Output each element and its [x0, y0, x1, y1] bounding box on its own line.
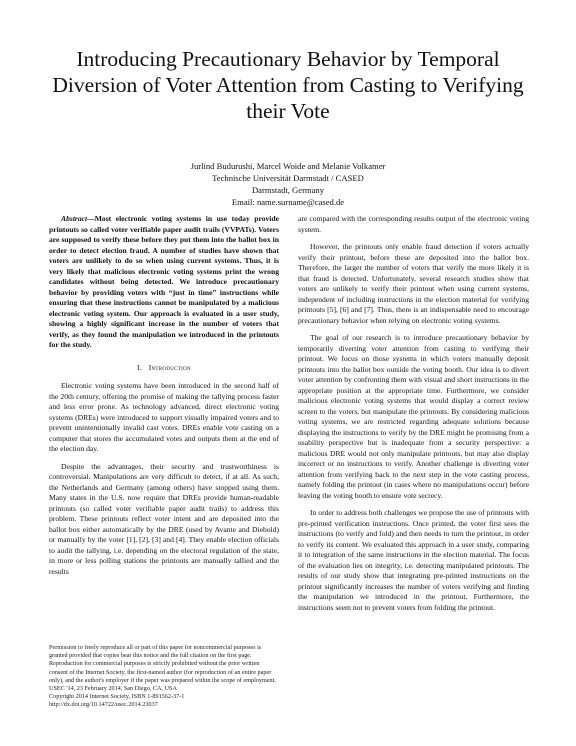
left-column	[49, 214, 279, 584]
section-heading	[49, 363, 279, 374]
author-block	[100, 160, 476, 208]
location: Darmstadt, Germany	[251, 185, 325, 195]
footnote-venue: USEC '14, 23 February 2014, San Diego, CA, USA	[49, 685, 177, 693]
affiliation: Technische Universität Darmstadt / CASED	[212, 173, 364, 183]
paragraph: Despite the advantages, their security and trustworthiness is controversial. Manipulations are very difficult to detect, if at all. As such, the Netherlands and Germany (among others) have stopped using them. Many states in the U.S. now require that DREs provide human-readable printouts (so called voter verifiable paper audit trails) to address this problem. These printouts reflect voter intent and are deposited into the ballot box either automatically by the DRE (used by Avante and Diebold) or manually by the voter [1], [2], [3] and [4]. They enable election officials to audit the tallying, i.e. depending on the electoral regulation of the state, in more or less polling stations the printouts are manually tallied and the results	[49, 461, 279, 576]
email: Email: name.surname@cased.de	[231, 197, 345, 207]
copyright-footnote	[49, 644, 279, 710]
footnote-permission: Permission to freely reproduce all or part of this paper for noncommercial purposes is granted provided that copies bear this notice and the full citation on the first page. Reproduction for commercial purposes is strictly prohibited without the prior written consent of the Internet Society, the first-named author (for reproduction of an entire paper only), and the author's employer if the paper was prepared within the scope of employment.	[49, 644, 276, 684]
abstract-text: —Most electronic voting systems in use today provide printouts so called voter verifiable paper audit trails (VVPATs). Voters are supposed to verify these before they put them into the ballot box in order to detect election fraud. A number of studies have shown that voters are unlikely to do so when using current systems. Thus, it is very likely that malicious electronic voting systems print the wrong candidates without being detected. We introduce precautionary behavior by providing voters with “just in time” instructions while ensuring that these instructions cannot be manipulated by a malicious electronic voting system. Our approach is evaluated in a user study, showing a highly significant increase in the number of voters that verify, as they found the manipulation we introduced in the printouts for the study.	[49, 214, 279, 349]
paragraph: The goal of our research is to introduce precautionary behavior by temporarily diverting voter attention from casting to verifying their printout. We focus on those systems in which voters manually deposit printouts into the ballot box outside the voting booth. Our idea is to divert voter attention by confronting them with visual and short instructions in the appropriate position at the appropriate time. Furthermore, we consider malicious electronic voting systems that would display a correct review screen to the voters, but manipulate the printouts. By considering malicious voting systems, we are restricted regarding adequate solutions because displaying the instructions to verify by the DRE might be promising from a usability perspective but is inadequate from a security perspective: a malicious DRE would not only manipulate printouts, but may also display incorrect or no instructions to verify. Another challenge is diverting voter attention from verifying back to the next step in the vote casting process, namely folding the printout (in cases where no manipulations occur) before leaving the voting booth to ensure vote secrecy.	[298, 333, 529, 500]
paragraph: are compared with the corresponding results output of the electronic voting system.	[298, 214, 529, 234]
paragraph: In order to address both challenges we propose the use of printouts with pre-printed verification instructions. Once printed, the voter first sees the instructions (to verify and fold) and then needs to turn the printout, in order to verify its content. We evaluated this approach in a user study, comparing it to integration of the same instructions in the election material. The focus of the evaluation lies on integrity, i.e. detecting manipulated printouts. The results of our study show that integrating pre-printed instructions on the printout significantly increases the number of voters verifying and finding the manipulation we introduced in the printout. Furthermore, the instructions seem not to prevent voters from folding the printout.	[298, 508, 529, 612]
author-names: Jurlind Budurushi, Marcel Woide and Melanie Volkamer	[190, 161, 386, 171]
section-title: Introduction	[148, 362, 191, 372]
section-number: I.	[137, 362, 143, 372]
paragraph: Electronic voting systems have been introduced in the second half of the 20th century, offering the promise of making the tallying process faster and less error prone. As technology advanced, direct electronic voting systems (DREs) were introduced to support visually impaired voters and to prevent unintentionally invalid cast votes. DREs enable vote casting on a computer that stores the accumulated votes and outputs them at the end of the election day.	[49, 381, 279, 453]
footnote-doi: http://dx.doi.org/10.14722/usec.2014.23037	[49, 701, 158, 709]
right-column	[298, 214, 529, 620]
abstract-label: Abstract	[61, 214, 88, 223]
footnote-copyright: Copyright 2014 Internet Society, ISBN 1-891562-37-1	[49, 693, 185, 701]
abstract	[49, 214, 279, 351]
paragraph: However, the printouts only enable fraud detection if voters actually verify their printout, before these are deposited into the ballot box. Therefore, the larger the number of voters that verify the more likely it is that fraud is detected. Unfortunately, several research studies show that voters are unlikely to verify their printout when using current systems, independent of including instructions in the election material for verifying printouts [5], [6] and [7]. Thus, there is an indispensable need to encourage precautionary behavior when relying on electronic voting systems.	[298, 242, 529, 325]
paper-title: Introducing Precautionary Behavior by Temporal Diversion of Voter Attention from Casting to Verifying their Vote	[52, 47, 524, 123]
